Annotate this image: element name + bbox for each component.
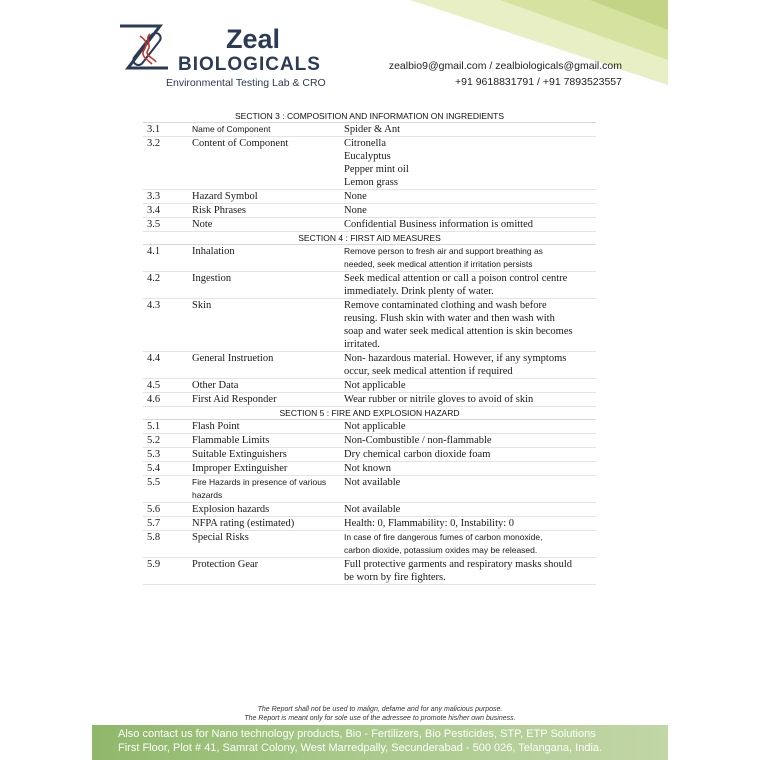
row-number: 4.5 bbox=[147, 380, 161, 391]
row-value-line: Not known bbox=[344, 463, 391, 474]
row-value-line: In case of fire dangerous fumes of carbon monoxide, bbox=[344, 532, 543, 542]
row-value-line: Not available bbox=[344, 504, 401, 515]
row-value bbox=[344, 137, 596, 189]
row-value bbox=[344, 393, 596, 406]
table-row bbox=[143, 462, 596, 476]
brand-name: Zeal bbox=[226, 24, 281, 54]
table-row bbox=[143, 379, 596, 393]
row-label: Hazard Symbol bbox=[192, 191, 258, 202]
row-value bbox=[344, 476, 596, 502]
row-value-line: occur, seek medical attention if required bbox=[344, 366, 513, 377]
row-label: First Aid Responder bbox=[192, 394, 277, 405]
row-value bbox=[344, 448, 596, 461]
table-row bbox=[143, 272, 596, 299]
row-number: 5.1 bbox=[147, 421, 161, 432]
row-number: 5.6 bbox=[147, 504, 161, 515]
row-value-line: Full protective garments and respiratory masks should bbox=[344, 559, 573, 570]
row-label: Improper Extinguisher bbox=[192, 463, 288, 474]
row-value-line: soap and water seek medical attention is skin becomes bbox=[344, 326, 573, 337]
row-value bbox=[344, 462, 596, 475]
row-number: 4.2 bbox=[147, 273, 161, 284]
table-row bbox=[143, 531, 596, 558]
row-number: 5.4 bbox=[147, 463, 161, 474]
row-value bbox=[344, 558, 596, 584]
row-number: 5.5 bbox=[147, 477, 161, 488]
footer-line-2: First Floor, Plot # 41, Samrat Colony, West Marredpally, Secunderabad - 500 026, Telangana, India. bbox=[118, 742, 603, 754]
table-row bbox=[143, 204, 596, 218]
row-number: 3.4 bbox=[147, 205, 161, 216]
row-number: 4.6 bbox=[147, 394, 161, 405]
table-row bbox=[143, 503, 596, 517]
row-value bbox=[344, 420, 596, 433]
row-value-line: Non- hazardous material. However, if any symptoms bbox=[344, 353, 567, 364]
row-number: 3.3 bbox=[147, 191, 161, 202]
row-value bbox=[344, 245, 596, 271]
row-value bbox=[344, 299, 596, 351]
row-label: Flammable Limits bbox=[192, 435, 270, 446]
section-title: SECTION 3 : COMPOSITION AND INFORMATION ON INGREDIENTS bbox=[143, 110, 596, 123]
row-number: 4.4 bbox=[147, 353, 161, 364]
row-value bbox=[344, 531, 596, 557]
table-row bbox=[143, 476, 596, 503]
row-value-line: Not applicable bbox=[344, 380, 406, 391]
row-label: Special Risks bbox=[192, 532, 249, 543]
table-row bbox=[143, 393, 596, 407]
row-number: 4.3 bbox=[147, 300, 161, 311]
row-number: 3.1 bbox=[147, 124, 161, 135]
table-row bbox=[143, 352, 596, 379]
contact-phones: +91 9618831791 / +91 7893523557 bbox=[454, 76, 622, 88]
table-row bbox=[143, 299, 596, 352]
brand-block bbox=[166, 24, 326, 90]
section-title: SECTION 4 : FIRST AID MEASURES bbox=[143, 232, 596, 245]
row-value bbox=[344, 123, 596, 136]
row-value-line: Eucalyptus bbox=[344, 151, 391, 162]
row-value-line: Citronella bbox=[344, 138, 386, 149]
row-label: Suitable Extinguishers bbox=[192, 449, 287, 460]
footer-text bbox=[118, 727, 602, 755]
row-value-line: Remove person to fresh air and support breathing as bbox=[344, 246, 543, 256]
table-row bbox=[143, 190, 596, 204]
row-value bbox=[344, 379, 596, 392]
row-value-line: Non-Combustible / non-flammable bbox=[344, 435, 492, 446]
brand-tagline: Environmental Testing Lab & CRO bbox=[166, 77, 326, 89]
row-label: NFPA rating (estimated) bbox=[192, 518, 295, 529]
row-value-line: Spider & Ant bbox=[344, 124, 401, 135]
header-corner-decoration bbox=[0, 0, 760, 95]
row-label: Note bbox=[192, 219, 213, 230]
row-value bbox=[344, 190, 596, 203]
row-value-line: Not available bbox=[344, 477, 401, 488]
section-title: SECTION 5 : FIRE AND EXPLOSION HAZARD bbox=[143, 407, 596, 420]
row-value-line: Lemon grass bbox=[344, 177, 398, 188]
row-label: Protection Gear bbox=[192, 559, 259, 570]
contact-info bbox=[389, 58, 622, 90]
table-row bbox=[143, 448, 596, 462]
row-value-line: Health: 0, Flammability: 0, Instability: 0 bbox=[344, 518, 515, 529]
row-label: Skin bbox=[192, 300, 212, 311]
table-row bbox=[143, 558, 596, 585]
row-label: Ingestion bbox=[192, 273, 232, 284]
row-value-line: Not applicable bbox=[344, 421, 406, 432]
row-number: 4.1 bbox=[147, 246, 161, 257]
table-row bbox=[143, 517, 596, 531]
row-label: Fire Hazards in presence of various hazards bbox=[192, 477, 327, 500]
row-label: Content of Component bbox=[192, 138, 289, 149]
row-value bbox=[344, 204, 596, 217]
row-value-line: Dry chemical carbon dioxide foam bbox=[344, 449, 491, 460]
row-value bbox=[344, 352, 596, 378]
table-row bbox=[143, 137, 596, 190]
row-value bbox=[344, 272, 596, 298]
table-row bbox=[143, 420, 596, 434]
footer-line-1: Also contact us for Nano technology products, Bio - Fertilizers, Bio Pesticides, STP, ETP Solutions bbox=[118, 728, 596, 740]
row-value-line: Wear rubber or nitrile gloves to avoid of skin bbox=[344, 394, 534, 405]
row-value-line: Confidential Business information is omitted bbox=[344, 219, 533, 230]
row-number: 5.2 bbox=[147, 435, 161, 446]
disclaimer bbox=[0, 705, 760, 723]
row-value-line: Pepper mint oil bbox=[344, 164, 409, 175]
row-number: 5.8 bbox=[147, 532, 161, 543]
row-number: 5.3 bbox=[147, 449, 161, 460]
row-value-line: irritated. bbox=[344, 339, 380, 350]
table-row bbox=[143, 245, 596, 272]
row-label: Risk Phrases bbox=[192, 205, 246, 216]
row-value bbox=[344, 517, 596, 530]
row-label: General Instruetion bbox=[192, 353, 274, 364]
brand-subtitle: BIOLOGICALS bbox=[178, 54, 321, 75]
row-value bbox=[344, 218, 596, 231]
row-value bbox=[344, 503, 596, 516]
table-row bbox=[143, 218, 596, 232]
row-value-line: be worn by fire fighters. bbox=[344, 572, 446, 583]
row-label: Explosion hazards bbox=[192, 504, 270, 515]
table-row bbox=[143, 434, 596, 448]
row-value-line: needed, seek medical attention if irritation persists bbox=[344, 259, 533, 269]
row-value bbox=[344, 434, 596, 447]
row-number: 3.5 bbox=[147, 219, 161, 230]
msds-table bbox=[143, 110, 596, 585]
row-value-line: None bbox=[344, 191, 367, 202]
zeal-logo-icon bbox=[118, 22, 178, 76]
row-value-line: carbon dioxide, potassium oxides may be released. bbox=[344, 545, 538, 555]
disclaimer-line-2: The Report is meant only for sole use of the adressee to promote his/her own business. bbox=[244, 715, 516, 722]
row-label: Inhalation bbox=[192, 246, 235, 257]
row-value-line: Seek medical attention or call a poison control centre bbox=[344, 273, 568, 284]
disclaimer-line-1: The Report shall not be used to malign, defame and for any malicious purpose. bbox=[257, 706, 503, 713]
contact-emails: zealbio9@gmail.com / zealbiologicals@gmail.com bbox=[388, 60, 622, 72]
row-label: Other Data bbox=[192, 380, 239, 391]
row-value-line: Remove contaminated clothing and wash before bbox=[344, 300, 547, 311]
row-label: Flash Point bbox=[192, 421, 240, 432]
row-number: 3.2 bbox=[147, 138, 161, 149]
row-label: Name of Component bbox=[192, 124, 271, 134]
table-row bbox=[143, 123, 596, 137]
row-number: 5.9 bbox=[147, 559, 161, 570]
row-value-line: reusing. Flush skin with water and then wash with bbox=[344, 313, 555, 324]
row-value-line: immediately. Drink plenty of water. bbox=[344, 286, 494, 297]
row-value-line: None bbox=[344, 205, 367, 216]
row-number: 5.7 bbox=[147, 518, 161, 529]
